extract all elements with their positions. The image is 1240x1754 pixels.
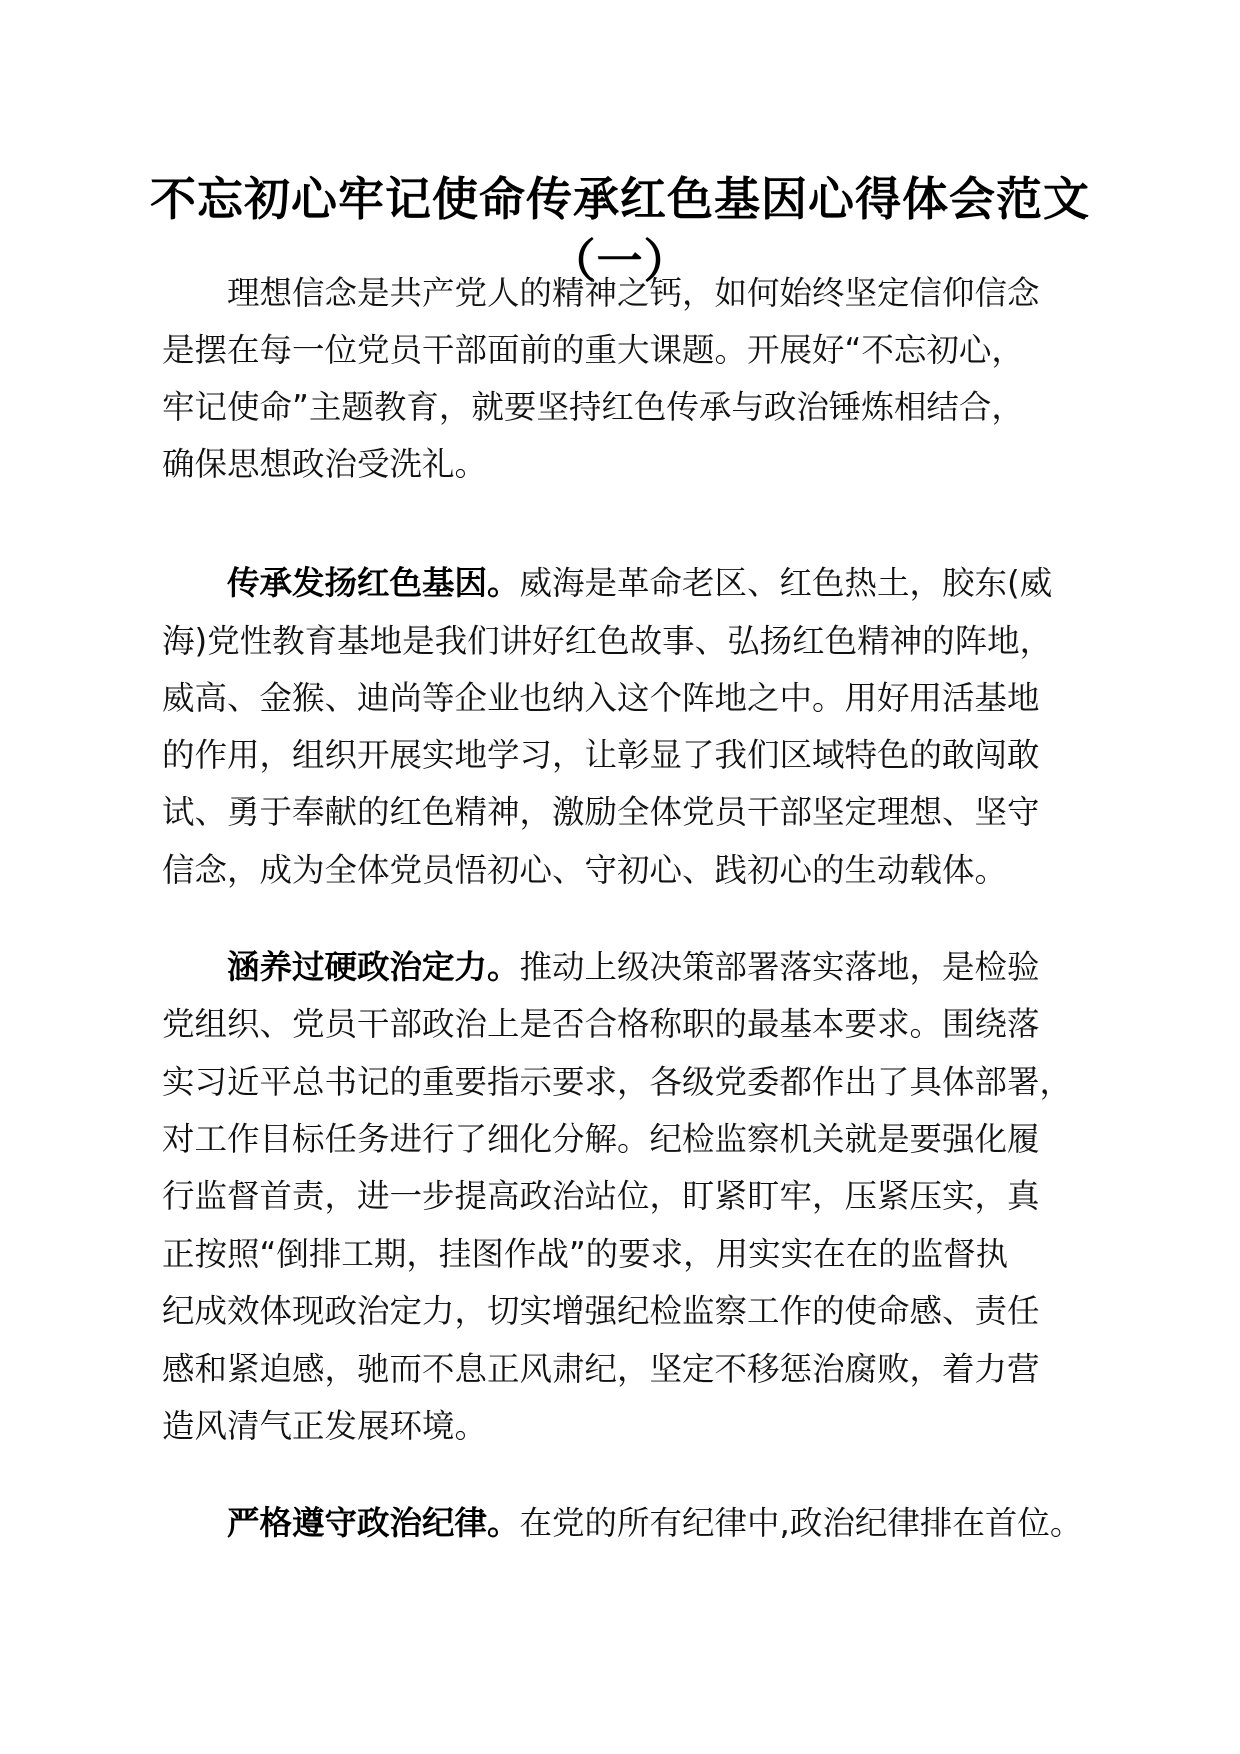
section1-line: 信念，成为全体党员悟初心、守初心、践初心的生动载体。 (162, 851, 1008, 889)
section2-heading: 涵养过硬政治定力。 (227, 948, 520, 986)
section1-first-line (227, 559, 1052, 607)
section1-line: 试、勇于奉献的红色精神，激励全体党员干部坚定理想、坚守 (162, 793, 1040, 831)
section3-heading: 严格遵守政治纪律。 (227, 1504, 520, 1542)
section2-line: 感和紧迫感，驰而不息正风肃纪，坚定不移惩治腐败，着力营 (162, 1350, 1040, 1388)
document-title-line-2: （一） (549, 234, 691, 288)
section1-line: 的作用，组织开展实地学习，让彰显了我们区域特色的敢闯敢 (162, 736, 1040, 774)
section2-first-line (227, 943, 1040, 991)
section2-first-line-text: 推动上级决策部署落实落地，是检验 (519, 948, 1040, 986)
document-title-line-1: 不忘初心牢记使命传承红色基因心得体会范文 (150, 172, 1090, 226)
section1-heading: 传承发扬红色基因。 (227, 564, 520, 602)
section2-line: 党组织、党员干部政治上是否合格称职的最基本要求。围绕落 (162, 1005, 1040, 1043)
section2-line: 对工作目标任务进行了细化分解。纪检监察机关就是要强化履 (162, 1120, 1040, 1158)
section2-line: 正按照“倒排工期，挂图作战”的要求，用实实在在的监督执 (162, 1235, 1009, 1273)
section1-first-line-text: 威海是革命老区、红色热土，胶东(威 (519, 564, 1053, 602)
intro-line-3: 牢记使命”主题教育，就要坚持红色传承与政治锤炼相结合， (162, 388, 1024, 426)
section1-line: 威高、金猴、迪尚等企业也纳入这个阵地之中。用好用活基地 (162, 679, 1040, 717)
section3-first-line (227, 1499, 1082, 1547)
intro-line-2: 是摆在每一位党员干部面前的重大课题。开展好“不忘初心， (162, 331, 1024, 369)
intro-line-4: 确保思想政治受洗礼。 (162, 445, 488, 483)
section2-line: 造风清气正发展环境。 (162, 1407, 488, 1445)
section2-line: 行监督首责，进一步提高政治站位，盯紧盯牢，压紧压实，真 (162, 1177, 1040, 1215)
intro-line-1: 理想信念是共产党人的精神之钙，如何始终坚定信仰信念 (227, 274, 1040, 312)
section2-line: 纪成效体现政治定力，切实增强纪检监察工作的使命感、责任 (162, 1292, 1040, 1330)
section1-line: 海)党性教育基地是我们讲好红色故事、弘扬红色精神的阵地， (162, 622, 1053, 660)
section3-first-line-text: 在党的所有纪律中,政治纪律排在首位。 (519, 1504, 1083, 1542)
section2-line: 实习近平总书记的重要指示要求，各级党委都作出了具体部署， (162, 1063, 1073, 1101)
